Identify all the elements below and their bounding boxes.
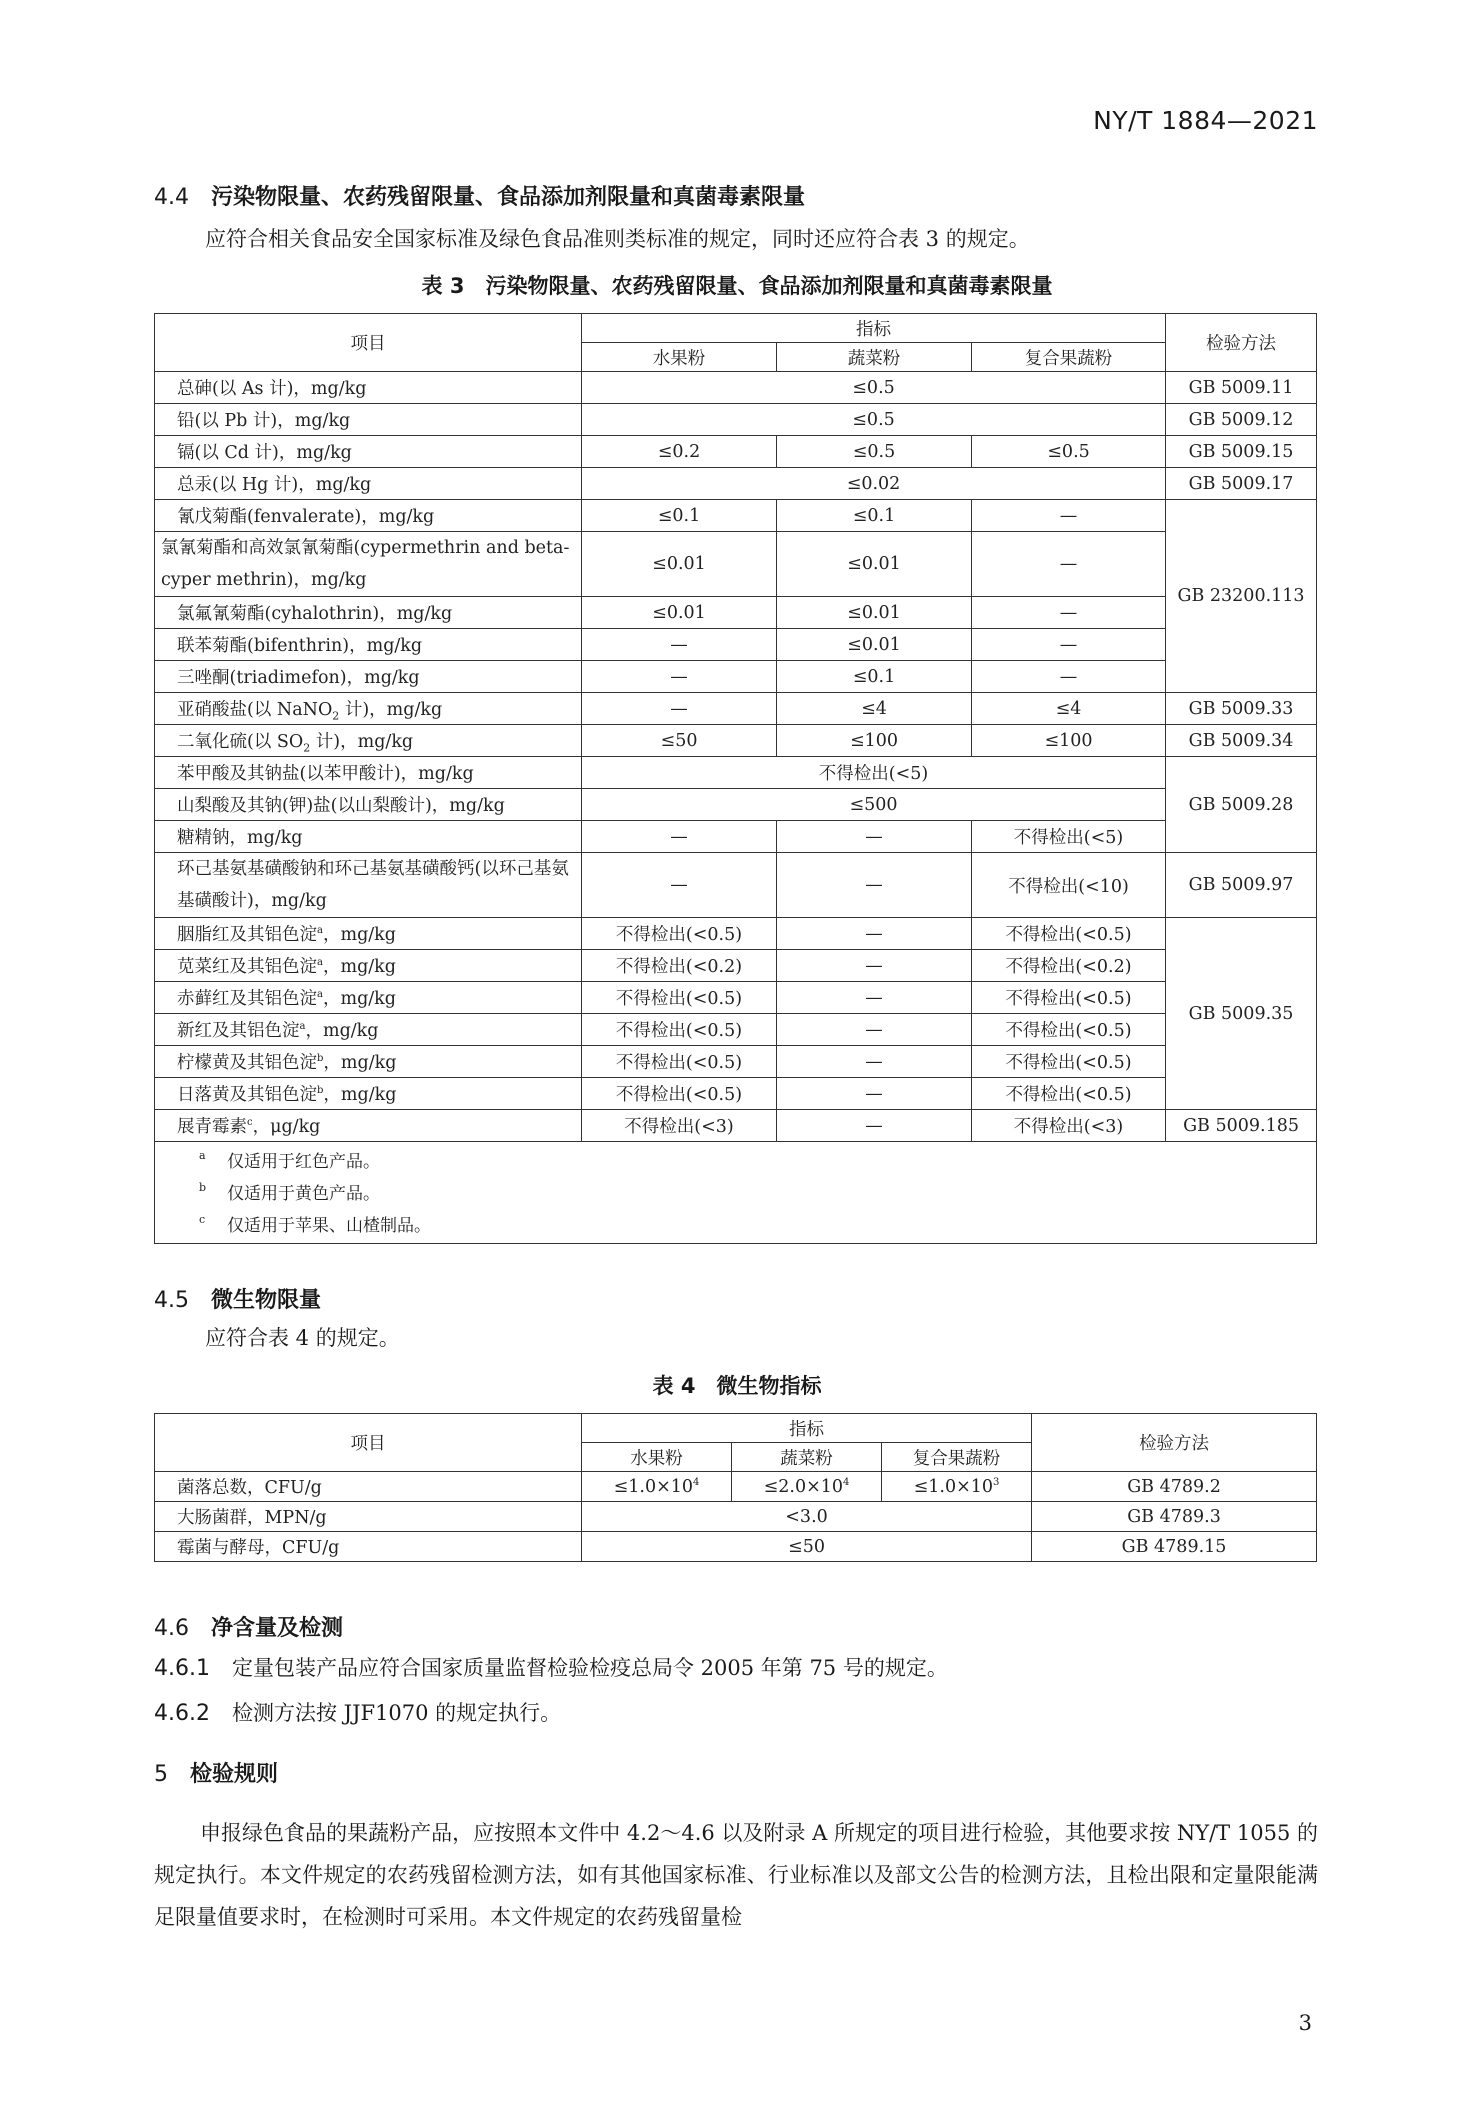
- method-cell: GB 5009.28: [1166, 757, 1317, 853]
- method-cell: GB 5009.33: [1166, 693, 1317, 725]
- mixed-cell: 不得检出(<0.5): [972, 1046, 1166, 1078]
- item-cell: [155, 1110, 582, 1142]
- note-item: [199, 1146, 1312, 1178]
- fruit-cell: 不得检出(<0.5): [582, 1014, 777, 1046]
- fruit-cell: ≤0.01: [582, 532, 777, 597]
- item-cell: [155, 918, 582, 950]
- exponent: 3: [993, 1476, 1000, 1488]
- table-row: [155, 950, 1317, 982]
- table-row: [155, 597, 1317, 629]
- fruit-cell: ≤50: [582, 725, 777, 757]
- item-text: 胭脂红及其铝色淀: [177, 925, 317, 945]
- section-5-text: 申报绿色食品的果蔬粉产品，应按照本文件中 4.2～4.6 以及附录 A 所规定的项目进行检验，其他要求按 NY/T 1055 的规定执行。本文件规定的农药残留检测方法，如有其他国家标准、行业标准以及部文公告的检测方法，且检出限和定量限能满足限量值要求时，在检测时可采用。本文件规定的农药残留量检: [154, 1821, 1318, 1929]
- value-text: ≤2.0×10: [763, 1476, 844, 1497]
- clause-number: 4.6.1: [154, 1656, 210, 1681]
- table-row: [155, 853, 1317, 918]
- clause-number: 4.6.2: [154, 1701, 210, 1726]
- footnote-mark: b: [317, 1085, 324, 1097]
- item-text: 赤藓红及其铝色淀: [177, 989, 317, 1009]
- item-cell: 总汞(以 Hg 计)，mg/kg: [155, 468, 582, 500]
- table-3-header-indicator: 指标: [582, 314, 1166, 343]
- mixed-cell: 不得检出(<0.5): [972, 1078, 1166, 1110]
- item-cell: 苯甲酸及其钠盐(以苯甲酸计)，mg/kg: [155, 757, 582, 789]
- table-4-header-method: 检验方法: [1032, 1414, 1317, 1472]
- section-number: 4.6: [154, 1616, 189, 1641]
- veg-cell: —: [777, 1078, 972, 1110]
- item-text: ，mg/kg: [322, 925, 396, 945]
- fruit-cell: ≤0.1: [582, 500, 777, 532]
- item-text: ，mg/kg: [323, 1053, 397, 1073]
- table-row: [155, 372, 1317, 404]
- table-4-caption: 表 4 微生物指标: [652, 1374, 822, 1398]
- veg-cell: ≤0.01: [777, 532, 972, 597]
- table-row: [155, 693, 1317, 725]
- mixed-cell: 不得检出(<0.5): [972, 982, 1166, 1014]
- note-mark: a: [199, 1149, 206, 1162]
- clause-4-6-1: [154, 1652, 948, 1682]
- exponent: 4: [693, 1476, 700, 1488]
- table-row: [155, 629, 1317, 661]
- table-row: [155, 1078, 1317, 1110]
- table-row: [155, 982, 1317, 1014]
- section-heading-5: [154, 1757, 278, 1788]
- table-notes-row: [155, 1142, 1317, 1244]
- fruit-cell: ≤0.01: [582, 597, 777, 629]
- document-code: NY/T 1884—2021: [1093, 106, 1318, 135]
- item-cell: [155, 1014, 582, 1046]
- veg-cell: ≤0.5: [777, 436, 972, 468]
- table-row: [155, 725, 1317, 757]
- mixed-cell: ≤4: [972, 693, 1166, 725]
- clause-text: 检测方法按 JJF1070 的规定执行。: [231, 1701, 562, 1725]
- mixed-cell: —: [972, 661, 1166, 693]
- footnote-mark: a: [317, 989, 323, 1001]
- mixed-cell: [882, 1472, 1032, 1502]
- table-row: [155, 661, 1317, 693]
- fruit-cell: ≤0.2: [582, 436, 777, 468]
- method-cell: GB 5009.11: [1166, 372, 1317, 404]
- table-row: [155, 757, 1317, 789]
- value-cell: <3.0: [582, 1502, 1032, 1532]
- subscript: 2: [303, 741, 311, 755]
- fruit-cell: 不得检出(<0.5): [582, 1078, 777, 1110]
- table-row: [155, 821, 1317, 853]
- mixed-cell: 不得检出(<0.5): [972, 918, 1166, 950]
- item-cell: 铅(以 Pb 计)，mg/kg: [155, 404, 582, 436]
- table-3-header-veg: 蔬菜粉: [777, 343, 972, 372]
- value-cell: ≤0.5: [582, 404, 1166, 436]
- method-cell: GB 5009.185: [1166, 1110, 1317, 1142]
- section-heading-4-4: [154, 180, 805, 211]
- item-text: 展青霉素: [177, 1117, 247, 1137]
- fruit-cell: 不得检出(<0.5): [582, 918, 777, 950]
- item-text: 苋菜红及其铝色淀: [177, 957, 317, 977]
- item-cell: 山梨酸及其钠(钾)盐(以山梨酸计)，mg/kg: [155, 789, 582, 821]
- method-cell: GB 4789.2: [1032, 1472, 1317, 1502]
- section-title: 净含量及检测: [211, 1616, 344, 1641]
- item-cell: [155, 693, 582, 725]
- item-cell: 氯氰菊酯和高效氯氰菊酯(cypermethrin and beta-cyper methrin)，mg/kg: [155, 532, 582, 597]
- item-text: 亚硝酸盐(以 NaNO: [177, 700, 333, 720]
- fruit-cell: 不得检出(<0.5): [582, 1046, 777, 1078]
- table-notes: [155, 1142, 1317, 1244]
- veg-cell: —: [777, 918, 972, 950]
- method-cell: GB 23200.113: [1166, 500, 1317, 693]
- item-text: 柠檬黄及其铝色淀: [177, 1053, 317, 1073]
- item-cell: 氯氟氰菊酯(cyhalothrin)，mg/kg: [155, 597, 582, 629]
- veg-cell: —: [777, 1110, 972, 1142]
- table-4-header-fruit: 水果粉: [582, 1443, 732, 1472]
- mixed-cell: 不得检出(<10): [972, 853, 1166, 918]
- note-text: 仅适用于苹果、山楂制品。: [227, 1216, 431, 1236]
- note-mark: c: [199, 1213, 206, 1226]
- section-title: 检验规则: [190, 1762, 279, 1787]
- table-row: [155, 1014, 1317, 1046]
- veg-cell: ≤0.1: [777, 500, 972, 532]
- fruit-cell: [582, 1472, 732, 1502]
- table-row: [155, 1046, 1317, 1078]
- item-text: ，μg/kg: [252, 1117, 321, 1137]
- item-text: ，mg/kg: [322, 957, 396, 977]
- table-3-header-item: 项目: [155, 314, 582, 372]
- footnote-mark: a: [317, 925, 323, 937]
- note-text: 仅适用于黄色产品。: [227, 1184, 380, 1204]
- veg-cell: —: [777, 950, 972, 982]
- table-4-header-item: 项目: [155, 1414, 582, 1472]
- note-item: [199, 1178, 1312, 1210]
- mixed-cell: —: [972, 597, 1166, 629]
- table-3-caption: 表 3 污染物限量、农药残留限量、食品添加剂限量和真菌毒素限量: [421, 274, 1053, 298]
- table-row: [155, 1110, 1317, 1142]
- section-4-5-text: 应符合表 4 的规定。: [205, 1326, 400, 1350]
- method-cell: GB 5009.97: [1166, 853, 1317, 918]
- table-row: [155, 918, 1317, 950]
- value-cell: ≤50: [582, 1532, 1032, 1562]
- table-row: [155, 1532, 1317, 1562]
- item-cell: 环己基氨基磺酸钠和环己基氨基磺酸钙(以环己基氨基磺酸计)，mg/kg: [155, 853, 582, 918]
- mixed-cell: ≤100: [972, 725, 1166, 757]
- method-cell: GB 5009.15: [1166, 436, 1317, 468]
- mixed-cell: —: [972, 532, 1166, 597]
- veg-cell: —: [777, 853, 972, 918]
- footnote-mark: b: [317, 1053, 324, 1065]
- method-cell: GB 4789.3: [1032, 1502, 1317, 1532]
- method-cell: GB 5009.35: [1166, 918, 1317, 1110]
- mixed-cell: —: [972, 629, 1166, 661]
- mixed-cell: 不得检出(<3): [972, 1110, 1166, 1142]
- table-row: [155, 789, 1317, 821]
- item-cell: 大肠菌群，MPN/g: [155, 1502, 582, 1532]
- mixed-cell: ≤0.5: [972, 436, 1166, 468]
- table-4: [154, 1413, 1317, 1562]
- clause-4-6-2: [154, 1697, 561, 1727]
- note-text: 仅适用于红色产品。: [227, 1152, 380, 1172]
- table-row: [155, 436, 1317, 468]
- item-text: ，mg/kg: [323, 1085, 397, 1105]
- item-cell: [155, 1046, 582, 1078]
- value-cell: ≤500: [582, 789, 1166, 821]
- veg-cell: ≤0.01: [777, 629, 972, 661]
- item-cell: 氰戊菊酯(fenvalerate)，mg/kg: [155, 500, 582, 532]
- table-row: [155, 1472, 1317, 1502]
- item-cell: 总砷(以 As 计)，mg/kg: [155, 372, 582, 404]
- mixed-cell: 不得检出(<5): [972, 821, 1166, 853]
- table-3-header-method: 检验方法: [1166, 314, 1317, 372]
- fruit-cell: 不得检出(<0.5): [582, 982, 777, 1014]
- exponent: 4: [843, 1476, 850, 1488]
- fruit-cell: —: [582, 629, 777, 661]
- veg-cell: —: [777, 821, 972, 853]
- item-text: 计)，mg/kg: [310, 732, 414, 752]
- subscript: 2: [332, 709, 340, 723]
- table-4-header-mixed: 复合果蔬粉: [882, 1443, 1032, 1472]
- section-number: 4.4: [154, 185, 189, 210]
- section-heading-4-5: [154, 1283, 321, 1314]
- veg-cell: ≤4: [777, 693, 972, 725]
- table-3-header-mixed: 复合果蔬粉: [972, 343, 1166, 372]
- item-cell: 联苯菊酯(bifenthrin)，mg/kg: [155, 629, 582, 661]
- veg-cell: ≤100: [777, 725, 972, 757]
- table-4-header-veg: 蔬菜粉: [732, 1443, 882, 1472]
- mixed-cell: 不得检出(<0.5): [972, 1014, 1166, 1046]
- table-row: [155, 532, 1317, 597]
- section-4-4-text: 应符合相关食品安全国家标准及绿色食品准则类标准的规定，同时还应符合表 3 的规定。: [205, 227, 1030, 251]
- section-title: 污染物限量、农药残留限量、食品添加剂限量和真菌毒素限量: [211, 185, 806, 210]
- item-cell: 霉菌与酵母，CFU/g: [155, 1532, 582, 1562]
- fruit-cell: —: [582, 821, 777, 853]
- item-text: 计)，mg/kg: [339, 700, 443, 720]
- veg-cell: —: [777, 982, 972, 1014]
- table-3: [154, 313, 1317, 1244]
- footnote-mark: a: [317, 957, 323, 969]
- footnote-mark: a: [299, 1021, 306, 1033]
- table-row: [155, 468, 1317, 500]
- item-cell: [155, 982, 582, 1014]
- section-number: 4.5: [154, 1288, 189, 1313]
- item-text: 新红及其铝色淀: [177, 1021, 300, 1041]
- method-cell: GB 4789.15: [1032, 1532, 1317, 1562]
- item-text: 二氧化硫(以 SO: [177, 732, 304, 752]
- item-cell: 糖精钠，mg/kg: [155, 821, 582, 853]
- note-mark: b: [199, 1181, 207, 1194]
- footnote-mark: c: [247, 1117, 253, 1129]
- table-4-header-indicator: 指标: [582, 1414, 1032, 1443]
- mixed-cell: 不得检出(<0.2): [972, 950, 1166, 982]
- value-cell: ≤0.5: [582, 372, 1166, 404]
- veg-cell: ≤0.01: [777, 597, 972, 629]
- veg-cell: ≤0.1: [777, 661, 972, 693]
- table-row: [155, 1502, 1317, 1532]
- item-text: ，mg/kg: [322, 989, 396, 1009]
- clause-text: 定量包装产品应符合国家质量监督检验检疫总局令 2005 年第 75 号的规定。: [231, 1656, 948, 1680]
- value-text: ≤1.0×10: [613, 1476, 694, 1497]
- fruit-cell: 不得检出(<3): [582, 1110, 777, 1142]
- fruit-cell: 不得检出(<0.2): [582, 950, 777, 982]
- value-cell: 不得检出(<5): [582, 757, 1166, 789]
- table-3-header-fruit: 水果粉: [582, 343, 777, 372]
- veg-cell: —: [777, 1014, 972, 1046]
- item-cell: [155, 950, 582, 982]
- section-title: 微生物限量: [211, 1288, 322, 1313]
- method-cell: GB 5009.34: [1166, 725, 1317, 757]
- item-text: ，mg/kg: [305, 1021, 379, 1041]
- value-cell: ≤0.02: [582, 468, 1166, 500]
- item-text: 日落黄及其铝色淀: [177, 1085, 317, 1105]
- section-number: 5: [154, 1762, 168, 1787]
- fruit-cell: —: [582, 693, 777, 725]
- item-cell: [155, 1078, 582, 1110]
- page-number: 3: [1298, 2011, 1312, 2035]
- fruit-cell: —: [582, 661, 777, 693]
- item-cell: [155, 725, 582, 757]
- table-row: [155, 500, 1317, 532]
- fruit-cell: —: [582, 853, 777, 918]
- method-cell: GB 5009.17: [1166, 468, 1317, 500]
- item-cell: 三唑酮(triadimefon)，mg/kg: [155, 661, 582, 693]
- section-heading-4-6: [154, 1611, 343, 1642]
- table-row: [155, 404, 1317, 436]
- method-cell: GB 5009.12: [1166, 404, 1317, 436]
- veg-cell: [732, 1472, 882, 1502]
- note-item: [199, 1210, 1312, 1242]
- mixed-cell: —: [972, 500, 1166, 532]
- veg-cell: —: [777, 1046, 972, 1078]
- value-text: ≤1.0×10: [913, 1476, 994, 1497]
- item-cell: 镉(以 Cd 计)，mg/kg: [155, 436, 582, 468]
- item-cell: 菌落总数，CFU/g: [155, 1472, 582, 1502]
